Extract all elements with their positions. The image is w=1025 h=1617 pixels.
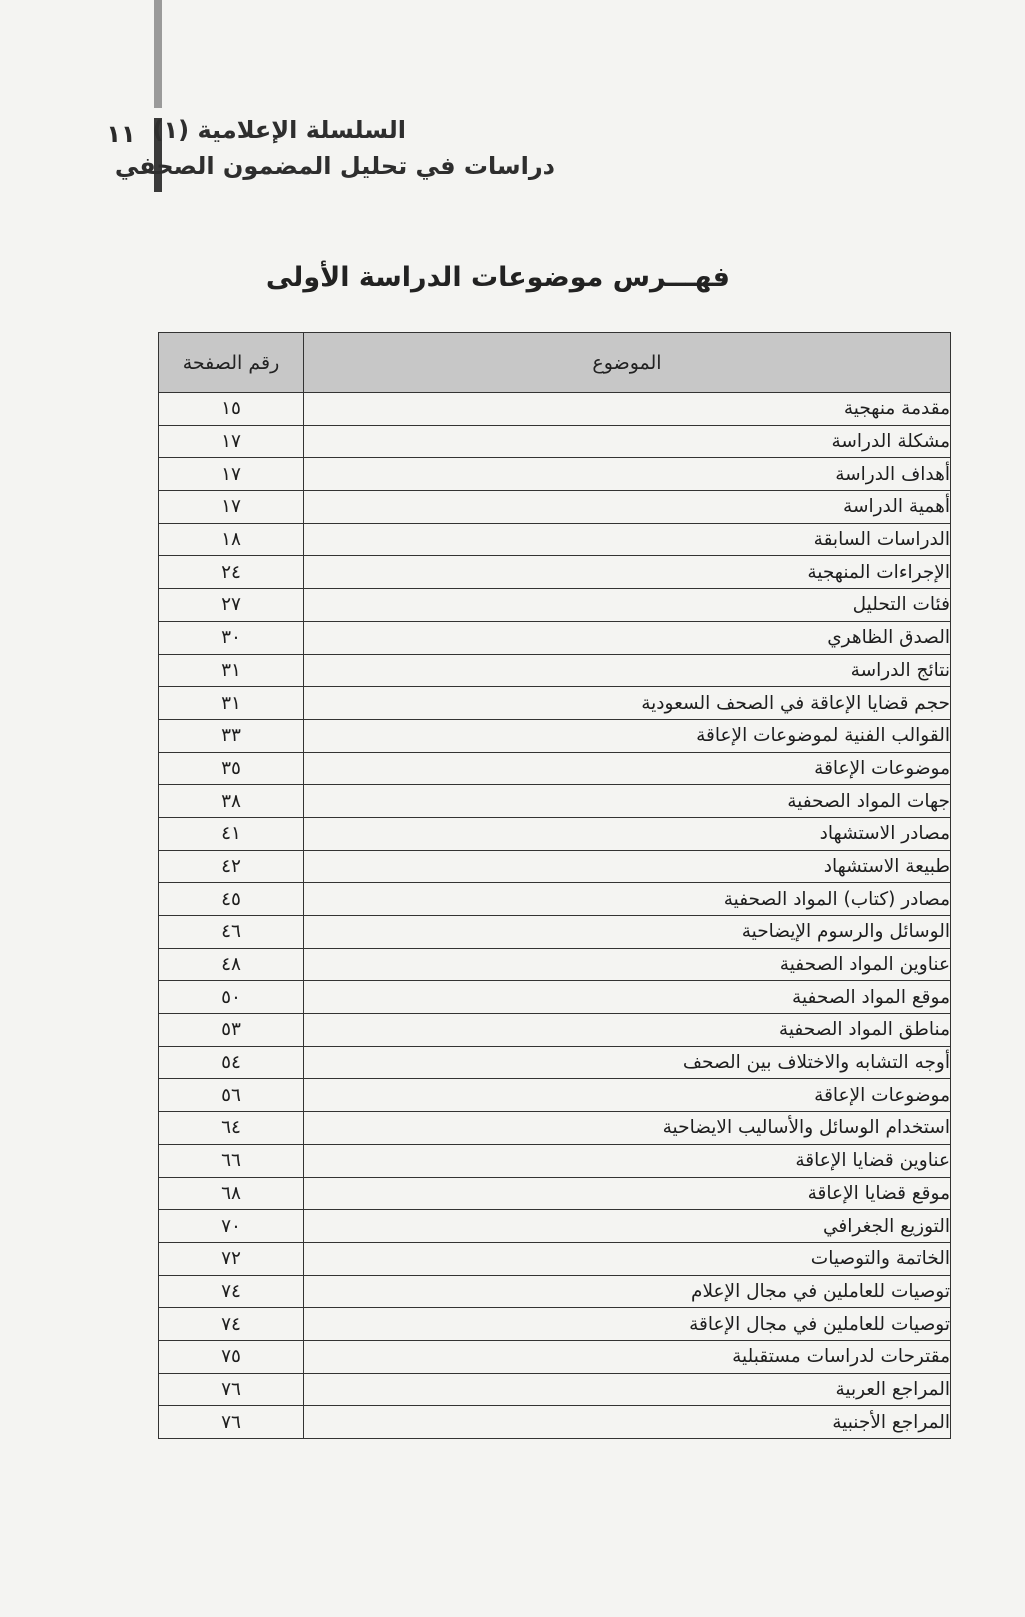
table-row bbox=[159, 425, 951, 458]
topic-cell: طبيعة الاستشهاد bbox=[304, 850, 951, 883]
page-number-cell: ٣١ bbox=[159, 687, 304, 720]
table-row bbox=[159, 458, 951, 491]
table-row bbox=[159, 1014, 951, 1047]
topic-cell: موقع قضايا الإعاقة bbox=[304, 1177, 951, 1210]
table-header-row bbox=[159, 333, 951, 393]
page-number-cell: ٥٠ bbox=[159, 981, 304, 1014]
table-row bbox=[159, 1046, 951, 1079]
page-number-cell: ٧٦ bbox=[159, 1406, 304, 1439]
table-row bbox=[159, 621, 951, 654]
table-row bbox=[159, 556, 951, 589]
page-number-cell: ٧٦ bbox=[159, 1373, 304, 1406]
page-number-cell: ٥٣ bbox=[159, 1014, 304, 1047]
table-row bbox=[159, 817, 951, 850]
table-of-contents bbox=[158, 332, 951, 1439]
topic-cell: القوالب الفنية لموضوعات الإعاقة bbox=[304, 719, 951, 752]
page-number-cell: ٧٢ bbox=[159, 1242, 304, 1275]
page-number-cell: ١٧ bbox=[159, 491, 304, 524]
page-number-cell: ٤٨ bbox=[159, 948, 304, 981]
table-body bbox=[159, 393, 951, 1439]
book-title: دراسات في تحليل المضمون الصحفي bbox=[114, 152, 555, 180]
table-row bbox=[159, 687, 951, 720]
topic-cell: حجم قضايا الإعاقة في الصحف السعودية bbox=[304, 687, 951, 720]
series-title: السلسلة الإعلامية (١) bbox=[152, 116, 406, 144]
table-row bbox=[159, 981, 951, 1014]
topic-cell: موقع المواد الصحفية bbox=[304, 981, 951, 1014]
table-row bbox=[159, 1308, 951, 1341]
topic-cell: عناوين قضايا الإعاقة bbox=[304, 1144, 951, 1177]
table-row bbox=[159, 654, 951, 687]
column-header-topic: الموضوع bbox=[304, 333, 951, 393]
table-row bbox=[159, 1112, 951, 1145]
topic-cell: موضوعات الإعاقة bbox=[304, 1079, 951, 1112]
topic-cell: توصيات للعاملين في مجال الإعلام bbox=[304, 1275, 951, 1308]
table-row bbox=[159, 850, 951, 883]
topic-cell: مقترحات لدراسات مستقبلية bbox=[304, 1340, 951, 1373]
topic-cell: جهات المواد الصحفية bbox=[304, 785, 951, 818]
table-row bbox=[159, 523, 951, 556]
table-row bbox=[159, 1079, 951, 1112]
table-row bbox=[159, 491, 951, 524]
topic-cell: مقدمة منهجية bbox=[304, 393, 951, 426]
topic-cell: الإجراءات المنهجية bbox=[304, 556, 951, 589]
table-row bbox=[159, 719, 951, 752]
page-number-cell: ١٧ bbox=[159, 425, 304, 458]
topic-cell: استخدام الوسائل والأساليب الايضاحية bbox=[304, 1112, 951, 1145]
topic-cell: موضوعات الإعاقة bbox=[304, 752, 951, 785]
table-row bbox=[159, 1373, 951, 1406]
table-row bbox=[159, 785, 951, 818]
topic-cell: أوجه التشابه والاختلاف بين الصحف bbox=[304, 1046, 951, 1079]
topic-cell: المراجع العربية bbox=[304, 1373, 951, 1406]
table-row bbox=[159, 589, 951, 622]
page-number-cell: ١٧ bbox=[159, 458, 304, 491]
topic-cell: نتائج الدراسة bbox=[304, 654, 951, 687]
topic-cell: أهمية الدراسة bbox=[304, 491, 951, 524]
topic-cell: مناطق المواد الصحفية bbox=[304, 1014, 951, 1047]
table-row bbox=[159, 393, 951, 426]
page-number-cell: ٦٦ bbox=[159, 1144, 304, 1177]
page-number-cell: ٣٣ bbox=[159, 719, 304, 752]
page-number-cell: ٣٨ bbox=[159, 785, 304, 818]
page-number-cell: ٤٦ bbox=[159, 916, 304, 949]
table-row bbox=[159, 883, 951, 916]
page-number-cell: ٤٢ bbox=[159, 850, 304, 883]
table-row bbox=[159, 752, 951, 785]
topic-cell: مشكلة الدراسة bbox=[304, 425, 951, 458]
page-number-cell: ٧٠ bbox=[159, 1210, 304, 1243]
topic-cell: الوسائل والرسوم الإيضاحية bbox=[304, 916, 951, 949]
topic-cell: أهداف الدراسة bbox=[304, 458, 951, 491]
topic-cell: التوزيع الجغرافي bbox=[304, 1210, 951, 1243]
page-number-cell: ٦٤ bbox=[159, 1112, 304, 1145]
topic-cell: المراجع الأجنبية bbox=[304, 1406, 951, 1439]
page-number-cell: ١٥ bbox=[159, 393, 304, 426]
topic-cell: مصادر (كتاب) المواد الصحفية bbox=[304, 883, 951, 916]
page-number-cell: ٣١ bbox=[159, 654, 304, 687]
page-number-cell: ٧٤ bbox=[159, 1275, 304, 1308]
page-number-cell: ٦٨ bbox=[159, 1177, 304, 1210]
topic-cell: عناوين المواد الصحفية bbox=[304, 948, 951, 981]
table-row bbox=[159, 1144, 951, 1177]
page-number-cell: ٣٥ bbox=[159, 752, 304, 785]
decorative-top-bar bbox=[154, 0, 162, 108]
table-row bbox=[159, 1340, 951, 1373]
page-number-cell: ٢٤ bbox=[159, 556, 304, 589]
topic-cell: توصيات للعاملين في مجال الإعاقة bbox=[304, 1308, 951, 1341]
page-number-cell: ١٨ bbox=[159, 523, 304, 556]
page-number-cell: ٥٤ bbox=[159, 1046, 304, 1079]
column-header-page: رقم الصفحة bbox=[159, 333, 304, 393]
page-number-cell: ٥٦ bbox=[159, 1079, 304, 1112]
page-number-cell: ٢٧ bbox=[159, 589, 304, 622]
table-row bbox=[159, 1242, 951, 1275]
table-row bbox=[159, 948, 951, 981]
page-number-cell: ٧٤ bbox=[159, 1308, 304, 1341]
page-number-cell: ٣٠ bbox=[159, 621, 304, 654]
page-number-cell: ٤٥ bbox=[159, 883, 304, 916]
topic-cell: الخاتمة والتوصيات bbox=[304, 1242, 951, 1275]
table-row bbox=[159, 1275, 951, 1308]
page-number: ١١ bbox=[106, 120, 136, 148]
table-row bbox=[159, 916, 951, 949]
topic-cell: مصادر الاستشهاد bbox=[304, 817, 951, 850]
topic-cell: الدراسات السابقة bbox=[304, 523, 951, 556]
table-row bbox=[159, 1177, 951, 1210]
page-number-cell: ٤١ bbox=[159, 817, 304, 850]
topic-cell: الصدق الظاهري bbox=[304, 621, 951, 654]
page-number-cell: ٧٥ bbox=[159, 1340, 304, 1373]
table-row bbox=[159, 1406, 951, 1439]
index-title: فهـــرس موضوعات الدراسة الأولى bbox=[265, 262, 730, 293]
topic-cell: فئات التحليل bbox=[304, 589, 951, 622]
table-row bbox=[159, 1210, 951, 1243]
